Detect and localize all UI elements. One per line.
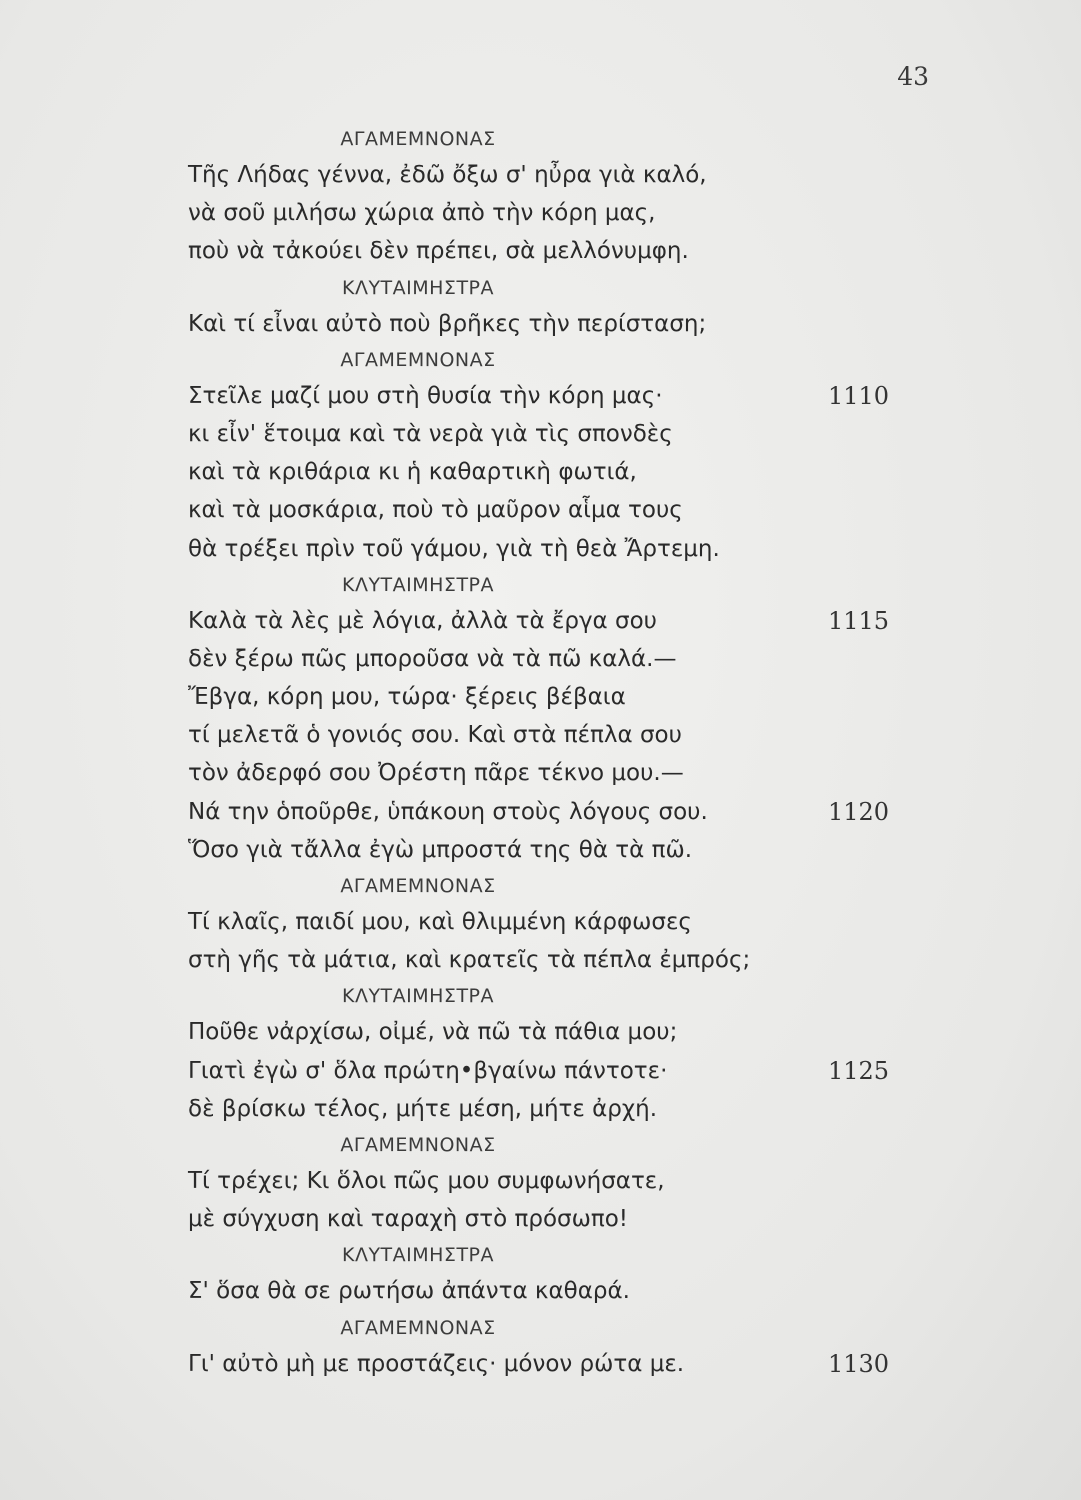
verse-line — [188, 1090, 908, 1128]
verse-line — [188, 377, 908, 415]
verse-text: Νά την ὁποῦρθε, ὑπάκουη στοὺς λόγους σου. — [188, 798, 708, 825]
page-number: 43 — [897, 62, 929, 91]
verse-text: Τί τρέχει; Κι ὅλοι πῶς μου συμφωνήσατε, — [188, 1167, 665, 1194]
speaker-name: ΑΓΑΜΕΜΝΟΝΑΣ — [340, 1133, 496, 1156]
verse-line — [188, 232, 908, 270]
verse-line — [188, 415, 908, 453]
verse-line — [188, 1013, 908, 1051]
line-number: 1125 — [828, 1056, 890, 1085]
verse-line — [188, 491, 908, 529]
verse-text: καὶ τὰ κριθάρια κι ἡ καθαρτικὴ φωτιά, — [188, 459, 637, 486]
speaker-name: ΚΛΥΤΑΙΜΗΣΤΡΑ — [341, 1244, 495, 1267]
verse-text: Ἔβγα, κόρη μου, τώρα· ξέρεις βέβαια — [188, 684, 626, 711]
verse-line — [188, 793, 908, 831]
play-text — [188, 122, 908, 1383]
speaker-name: ΑΓΑΜΕΜΝΟΝΑΣ — [340, 1316, 496, 1339]
speaker-name: ΚΛΥΤΑΙΜΗΣΤΡΑ — [341, 573, 495, 596]
line-number: 1110 — [828, 381, 890, 410]
verse-text: Γιατὶ ἐγὼ σ' ὅλα πρώτη•βγαίνω πάντοτε· — [188, 1057, 668, 1084]
verse-line — [188, 831, 908, 869]
speaker-name: ΑΓΑΜΕΜΝΟΝΑΣ — [340, 875, 496, 897]
verse-line — [188, 1200, 908, 1238]
verse-text: θὰ τρέξει πρὶν τοῦ γάμου, γιὰ τὴ θεὰ Ἄρτεμη. — [188, 535, 720, 562]
speaker-name: ΑΓΑΜΕΜΝΟΝΑΣ — [340, 348, 496, 371]
verse-text: τί μελετᾶ ὁ γονιός σου. Καὶ στὰ πέπλα σου — [188, 722, 682, 749]
verse-line — [188, 640, 908, 678]
verse-line — [188, 754, 908, 792]
verse-line — [188, 156, 908, 194]
verse-text: δὲν ξέρω πῶς μποροῦσα νὰ τὰ πῶ καλά.— — [188, 645, 677, 672]
verse-line — [188, 1162, 908, 1200]
verse-text: δὲ βρίσκω τέλος, μήτε μέση, μήτε ἀρχή. — [188, 1095, 658, 1122]
verse-text: Ποῦθε νἀρχίσω, οἰμέ, νὰ πῶ τὰ πάθια μου; — [188, 1019, 678, 1046]
verse-text: ποὺ νὰ τἀκούει δὲν πρέπει, σὰ μελλόνυμφη. — [188, 238, 689, 265]
verse-text: Καλὰ τὰ λὲς μὲ λόγια, ἀλλὰ τὰ ἔργα σου — [188, 607, 657, 634]
verse-line — [188, 1345, 908, 1383]
verse-text: στὴ γῆς τὰ μάτια, καὶ κρατεῖς τὰ πέπλα ἐμπρός; — [188, 947, 751, 974]
verse-text: Ὅσο γιὰ τἄλλα ἐγὼ μπροστά της θὰ τὰ πῶ. — [188, 836, 693, 863]
verse-line — [188, 1272, 908, 1310]
verse-text: Τί κλαῖς, παιδί μου, καὶ θλιμμένη κάρφωσες — [188, 909, 692, 935]
verse-text: κι εἶν' ἕτοιμα καὶ τὰ νερὰ γιὰ τὶς σπονδὲς — [188, 420, 673, 447]
verse-text: Τῆς Λήδας γέννα, ἐδῶ ὄξω σ' ηὖρα γιὰ καλό, — [188, 162, 707, 188]
verse-text: Καὶ τί εἶναι αὐτὸ ποὺ βρῆκες τὴν περίσταση; — [188, 310, 707, 337]
verse-text: καὶ τὰ μοσκάρια, ποὺ τὸ μαῦρον αἷμα τους — [188, 497, 683, 524]
verse-line — [188, 530, 908, 568]
line-number: 1130 — [828, 1349, 890, 1378]
verse-text: Γι' αὐτὸ μὴ με προστάζεις· μόνον ρώτα με. — [188, 1350, 685, 1377]
verse-line — [188, 903, 908, 941]
verse-text: Στεῖλε μαζί μου στὴ θυσία τὴν κόρη μας· — [188, 382, 663, 409]
verse-line — [188, 716, 908, 754]
line-number: 1115 — [828, 606, 890, 635]
verse-text: τὸν ἀδερφό σου Ὀρέστη πᾶρε τέκνο μου.— — [188, 760, 684, 787]
verse-line — [188, 1052, 908, 1090]
verse-text: νὰ σοῦ μιλήσω χώρια ἀπὸ τὴν κόρη μας, — [188, 200, 656, 227]
verse-text: μὲ σύγχυση καὶ ταραχὴ στὸ πρόσωπο! — [188, 1206, 628, 1233]
verse-line — [188, 305, 908, 343]
line-number: 1120 — [828, 797, 890, 826]
speaker-name: ΚΛΥΤΑΙΜΗΣΤΡΑ — [341, 276, 495, 299]
verse-line — [188, 941, 908, 979]
verse-line — [188, 602, 908, 640]
verse-text: Σ' ὅσα θὰ σε ρωτήσω ἀπάντα καθαρά. — [188, 1278, 630, 1305]
speaker-name: ΚΛΥΤΑΙΜΗΣΤΡΑ — [341, 985, 495, 1008]
verse-line — [188, 453, 908, 491]
verse-line — [188, 678, 908, 716]
speaker-name: ΑΓΑΜΕΜΝΟΝΑΣ — [340, 128, 496, 150]
verse-line — [188, 194, 908, 232]
